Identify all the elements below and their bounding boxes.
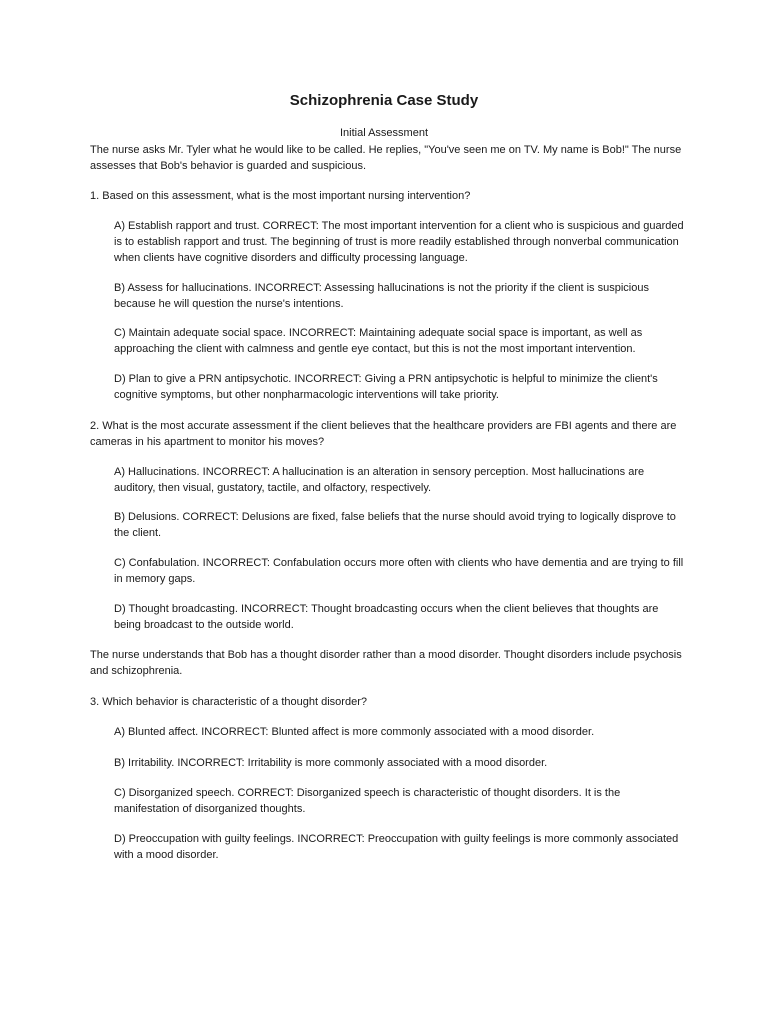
question-3-stem: 3. Which behavior is characteristic of a thought disorder? (90, 696, 367, 708)
question-3-option-b: B) Irritability. INCORRECT: Irritability is more commonly associated with a mood disorder. (114, 757, 548, 769)
question-3-option-d: D) Preoccupation with guilty feelings. INCORRECT: Preoccupation with guilty feelings is more commonly associated with a mood disorder. (114, 833, 679, 861)
question-1-option-b: B) Assess for hallucinations. INCORRECT: Assessing hallucinations is not the priority if the client is suspicious because he will question the nurse's intentions. (114, 282, 649, 310)
section-heading: Initial Assessment (339, 127, 429, 139)
question-1-option-d: D) Plan to give a PRN antipsychotic. INCORRECT: Giving a PRN antipsychotic is helpful to minimize the client's cognitive symptoms, but other nonpharmacologic interventions will take priority. (114, 373, 658, 401)
question-1-stem: 1. Based on this assessment, what is the most important nursing intervention? (90, 190, 471, 202)
transition-paragraph: The nurse understands that Bob has a thought disorder rather than a mood disorder. Thought disorders include psychosis and schizophrenia. (90, 649, 682, 677)
question-2-option-c: C) Confabulation. INCORRECT: Confabulation occurs more often with clients who have dementia and are trying to fill in memory gaps. (114, 557, 684, 585)
question-3-option-c: C) Disorganized speech. CORRECT: Disorganized speech is characteristic of thought disorders. It is the manifestation of disorganized thoughts. (114, 787, 621, 815)
question-1-option-c: C) Maintain adequate social space. INCORRECT: Maintaining adequate social space is important, as well as approaching the client with calmness and gentle eye contact, but this is not the most important intervention. (114, 327, 643, 355)
question-2-option-b: B) Delusions. CORRECT: Delusions are fixed, false beliefs that the nurse should avoid trying to logically disprove to the client. (114, 511, 676, 539)
page-title: Schizophrenia Case Study (289, 92, 479, 109)
question-2-option-d: D) Thought broadcasting. INCORRECT: Thought broadcasting occurs when the client believes that thoughts are being broadcast to the outside world. (114, 603, 659, 631)
intro-paragraph: The nurse asks Mr. Tyler what he would like to be called. He replies, "You've seen me on TV. My name is Bob!" The nurse assesses that Bob's behavior is guarded and suspicious. (90, 144, 682, 172)
question-3-option-a: A) Blunted affect. INCORRECT: Blunted affect is more commonly associated with a mood disorder. (114, 726, 595, 738)
question-1-option-a: A) Establish rapport and trust. CORRECT: The most important intervention for a client who is suspicious and guarded is to establish rapport and trust. The beginning of trust is more readily established through nonverbal communication when clients have cognitive disorders and difficulty processing language. (114, 220, 684, 264)
question-2-stem: 2. What is the most accurate assessment if the client believes that the healthcare providers are FBI agents and there are cameras in his apartment to monitor his moves? (90, 420, 677, 448)
question-2-option-a: A) Hallucinations. INCORRECT: A hallucination is an alteration in sensory perception. Most hallucinations are auditory, then visual, gustatory, tactile, and olfactory, respectively. (114, 466, 645, 494)
